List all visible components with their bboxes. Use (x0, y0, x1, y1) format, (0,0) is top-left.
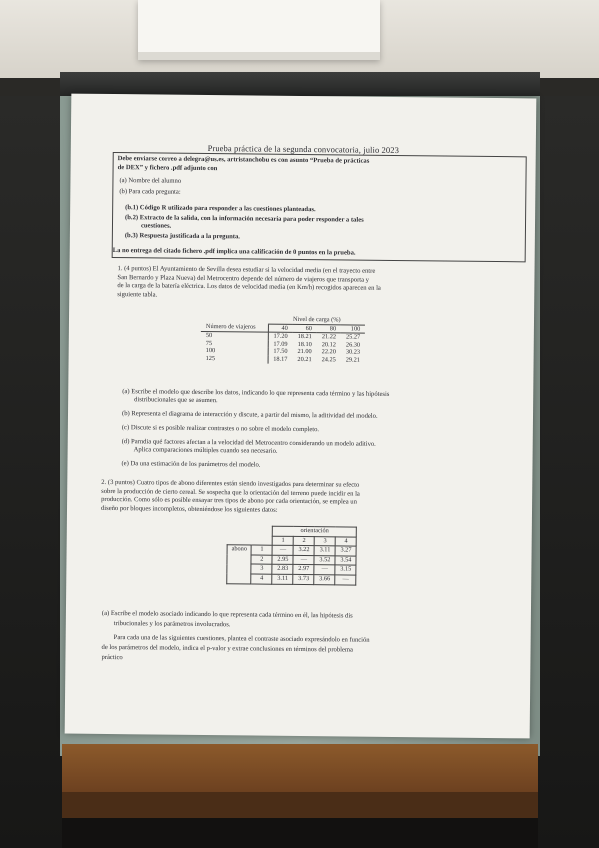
table-col-group-header: orientación (273, 526, 357, 536)
question-line: 2. (3 puntos) Cuatro tipos de abono diferentes están siendo investigados para determinar su efecto (101, 478, 360, 489)
table-cell: 17.50 (273, 348, 288, 356)
question-line: sobre la producción de cierto cereal. Se sospecha que la orientación del terreno puede incidir en la (101, 487, 360, 498)
q2-item-a-cont: tribucionales y los parámetros involucrados. (113, 620, 231, 629)
table-cell: 18.10 (297, 340, 312, 348)
table-col-header: 60 (293, 324, 317, 333)
q2-paragraph-line: práctico (101, 653, 123, 662)
floor (62, 818, 538, 848)
q1-item-a-cont: distribucionales que se asumen. (134, 396, 218, 405)
table-col-header: 1 (273, 536, 294, 546)
table-col-header: 40 (268, 324, 293, 333)
penalty-note: La no entrega del citado fichero .pdf implica una calificación de 0 puntos en la prueba. (112, 247, 356, 257)
row-label: 4 (251, 574, 272, 584)
table-cell: 25.27 (345, 333, 361, 341)
row-label: 100 (201, 347, 268, 355)
question-2 (101, 479, 360, 516)
table-cell: 22.20 (321, 348, 336, 356)
table-group-header: Nivel de carga (%) (268, 316, 365, 325)
table-cell: 3.52 (314, 555, 335, 565)
instruction-subitem: cuestiones. (140, 222, 172, 230)
row-label: 50 (201, 332, 268, 341)
question-line: San Bernardo y Plaza Nueva) del Metrocentro depende del número de viajeros que transporta y (117, 273, 370, 284)
speed-data-table (201, 315, 366, 364)
question-line: 1. (4 puntos) El Ayuntamiento de Sevilla desea estudiar si la velocidad media (en el trayecto entre (117, 265, 376, 275)
q1-item-c: (c) Discute si es posible realizar contrastes o no sobre el modelo completo. (121, 424, 320, 434)
table-cell: 3.11 (314, 546, 335, 556)
exam-sheet (65, 94, 537, 739)
row-label: 3 (251, 564, 272, 574)
instruction-subitem: (b.1) Código R utilizado para responder a las cuestiones planteadas. (125, 204, 316, 214)
question-line: producción. Como sólo es posible ensayar tres tipos de abono por cada orientación, se emplea un (101, 496, 357, 506)
q2-item-a: (a) Escribe el modelo asociado indicando lo que representa cada término en él, las hipótesis dis (101, 609, 353, 620)
table-col-header: 100 (341, 325, 365, 334)
instructions-box (112, 152, 527, 262)
q2-paragraph-line: Para cada una de las siguientes cuestiones, plantea el contraste asociado expresándolo en función (113, 634, 370, 644)
background-paper-sheet (138, 0, 380, 60)
table-col-header: 3 (315, 536, 336, 546)
table-row-header: Número de viajeros (201, 323, 268, 332)
q1-item-b: (b) Representa el diagrama de interacción y discute, a partir del mismo, la aditividad del modelo. (121, 410, 378, 420)
table-cell: 29.21 (345, 356, 360, 364)
table-cell: 18.21 (297, 333, 312, 341)
table-col-header: 2 (294, 536, 315, 546)
q1-item-d: (d) Parndia qué factores afectan a la velocidad del Metrocentro considerando un modelo aditivo. (121, 438, 376, 448)
instruction-item: (a) Nombre del alumno (119, 177, 182, 185)
wooden-table-shadow (62, 792, 538, 818)
table-cell: 17.20 (273, 332, 288, 341)
row-label: 75 (201, 340, 268, 348)
instruction-subitem: (b.2) Extracto de la salida, con la información necesaria para poder responder a tales (125, 214, 364, 224)
question-1 (117, 265, 381, 302)
table-cell: 21.22 (321, 333, 337, 341)
exam-title: Prueba práctica de la segunda convocatoria, julio 2023 (207, 143, 400, 156)
table-cell: 20.21 (297, 355, 312, 364)
q1-item-e: (e) Da una estimación de los parámetros del modelo. (121, 460, 261, 469)
table-cell: 3.66 (314, 575, 335, 585)
question-line: de la carga de la batería eléctrica. Los datos de velocidad media (en Km/h) recogidos aparecen en la (117, 282, 381, 293)
table-cell: 2.97 (293, 565, 314, 575)
instructions-line: de DEX” y fichero .pdf adjunto con (117, 164, 218, 173)
table-cell: — (272, 545, 293, 555)
table-cell: 18.17 (273, 355, 288, 363)
instruction-item: (b) Para cada pregunta: (119, 188, 181, 196)
table-cell: 30.23 (345, 348, 361, 356)
row-label: 125 (201, 355, 268, 363)
dark-surface-left (0, 96, 62, 848)
row-label: 1 (251, 545, 272, 555)
q1-item-d-cont: Aplica comparaciones múltiples cuando sea necesario. (133, 446, 278, 455)
instructions-line: Debe enviarse correo a delegra@us.es, artristanchobu es con asunto “Prueba de prácticas (117, 155, 370, 165)
table-cell: 26.30 (345, 341, 361, 349)
table-row-group-header: abono (227, 545, 252, 584)
table-cell: 3.22 (293, 546, 314, 556)
table-cell: 24.25 (321, 356, 336, 364)
row-label: 2 (251, 555, 272, 565)
wooden-table-edge (62, 744, 538, 792)
q2-paragraph-line: de los parámetros del modelo, indica el p-valor y extrae conclusiones en términos del problema (101, 643, 353, 654)
table-cell: 3.27 (335, 546, 356, 556)
table-cell: 3.15 (335, 565, 356, 575)
table-cell: — (335, 575, 356, 585)
table-cell: 2.83 (272, 565, 293, 575)
table-cell: — (293, 555, 314, 565)
table-cell: 3.11 (272, 574, 293, 584)
table-cell: 3.73 (293, 574, 314, 584)
table-col-header: 4 (336, 536, 357, 546)
dark-surface-right (538, 96, 599, 848)
table-row (201, 355, 365, 364)
q1-item-a: (a) Escribe el modelo que describe los datos, indicando lo que representa cada término y las hipótesis (122, 388, 390, 398)
question-line: diseño por bloques incompletos, obteniéndose los siguientes datos: (100, 504, 278, 514)
table-cell: — (314, 565, 335, 575)
table-cell: 20.12 (321, 341, 336, 349)
table-cell: 3.54 (335, 556, 356, 566)
table-cell: 2.95 (272, 555, 293, 565)
fertilizer-data-table (226, 525, 357, 585)
question-line: siguiente tabla. (117, 290, 158, 299)
instruction-subitem: (b.3) Respuesta justificada a la pregunta. (124, 232, 241, 241)
table-cell: 17.09 (273, 340, 288, 348)
table-cell: 21.00 (297, 348, 312, 356)
table-col-header: 80 (317, 324, 341, 333)
